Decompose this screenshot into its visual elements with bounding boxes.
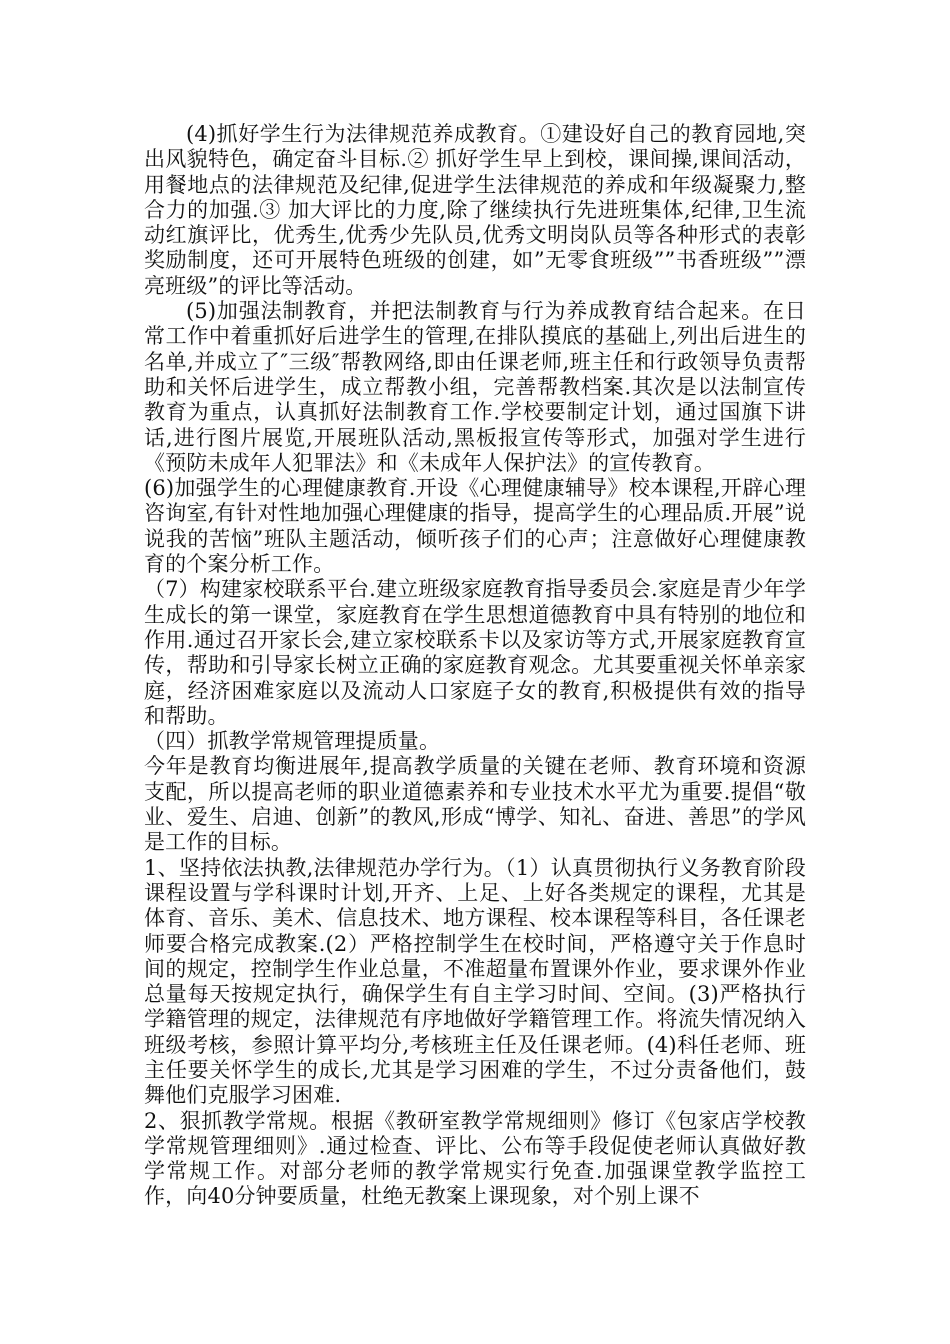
paragraph-mental-health: (6)加强学生的心理健康教育.开设《心理健康辅导》校本课程,开辟心理咨询室,有针对性地加强心理健康的指导，提高学生的心理品质.开展”说说我的苦恼”班队主题活动，倾听孩子们的心声；注意做好心理健康教育的个案分析工作。 <box>144 476 806 577</box>
paragraph-home-school: （7）构建家校联系平台.建立班级家庭教育指导委员会.家庭是青少年学生成长的第一课堂，家庭教育在学生思想道德教育中具有特别的地位和作用.通过召开家长会,建立家校联系卡以及家访等方式,开展家庭教育宣传，帮助和引导家长树立正确的家庭教育观念。尤其要重视关怀单亲家庭，经济困难家庭以及流动人口家庭子女的教育,积极提供有效的指导和帮助。 <box>144 577 806 728</box>
paragraph-behavior-norms: (4)抓好学生行为法律规范养成教育。①建设好自己的教育园地,突出风貌特色，确定奋斗目标.② 抓好学生早上到校，课间操,课间活动，用餐地点的法律规范及纪律,促进学生法律规范的养成和年级凝聚力,整合力的加强.③ 加大评比的力度,除了继续执行先进班集体,纪律,卫生流动红旗评比，优秀生,优秀少先队员,优秀文明岗队员等各种形式的表彰奖励制度，还可开展特色班级的创建，如”无零食班级””书香班级””漂亮班级”的评比等活动。 <box>144 122 806 298</box>
paragraph-lawful-teaching: 1、坚持依法执教,法律规范办学行为。（1）认真贯彻执行义务教育阶段课程设置与学科课时计划,开齐、上足、上好各类规定的课程，尤其是体育、音乐、美术、信息技术、地方课程、校本课程等科目，各任课老师要合格完成教案.(2）严格控制学生在校时间，严格遵守关于作息时间的规定，控制学生作业总量，不准超量布置课外作业，要求课外作业总量每天按规定执行，确保学生有自主学习时间、空间。(3)严格执行学籍管理的规定，法律规范有序地做好学籍管理工作。将流失情况纳入班级考核，参照计算平均分,考核班主任及任课老师。(4)科任老师、班主任要关怀学生的成长,尤其是学习困难的学生，不过分责备他们，鼓舞他们克服学习困难. <box>144 855 806 1108</box>
document-body <box>144 122 806 1210</box>
section-heading-teaching-quality: （四）抓教学常规管理提质量。 <box>144 729 441 754</box>
paragraph-teaching-intro: 今年是教育均衡进展年,提高教学质量的关键在老师、教育环境和资源支配，所以提高老师的职业道德素养和专业技术水平尤为重要.提倡“敬业、爱生、启迪、创新”的教风,形成“博学、知礼、奋进、善思”的学风是工作的目标。 <box>144 754 806 855</box>
paragraph-teaching-routine: 2、狠抓教学常规。根据《教研室教学常规细则》修订《包家店学校教学常规管理细则》.通过检查、评比、公布等手段促使老师认真做好教学常规工作。对部分老师的教学常规实行免查.加强课堂教学监控工作，向40分钟要质量，杜绝无教案上课现象，对个别上课不 <box>144 1108 806 1209</box>
paragraph-legal-education: (5)加强法制教育，并把法制教育与行为养成教育结合起来。在日常工作中着重抓好后进学生的管理,在排队摸底的基础上,列出后进生的名单,并成立了″三级″帮教网络,即由任课老师,班主任和行政领导负责帮助和关怀后进学生，成立帮教小组，完善帮教档案.其次是以法制宣传教育为重点，认真抓好法制教育工作.学校要制定计划，通过国旗下讲话,进行图片展览,开展班队活动,黑板报宣传等形式，加强对学生进行《预防未成年人犯罪法》和《未成年人保护法》的宣传教育。 <box>144 299 806 475</box>
